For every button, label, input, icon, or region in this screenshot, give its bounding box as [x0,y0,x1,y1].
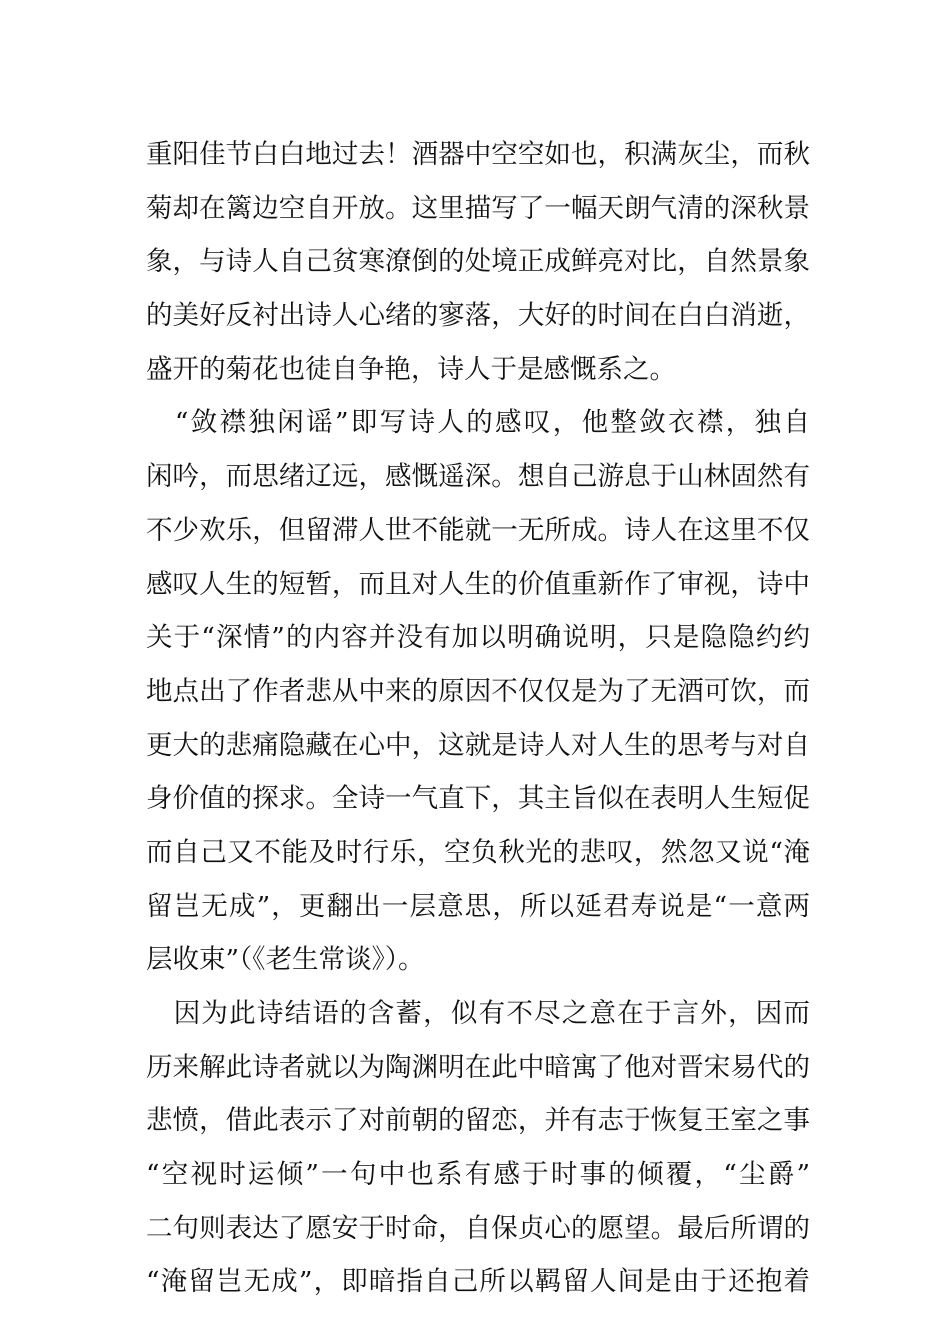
text-line: 而自己又不能及时行乐，空负秋光的悲叹，然忽又说“淹 [146,836,810,868]
text-line: 因为此诗结语的含蓄，似有不尽之意在于言外，因而 [146,998,810,1029]
text-line: 盛开的菊花也徒自争艳，诗人于是感慨系之。 [146,353,676,385]
text-line: 象，与诗人自己贫寒潦倒的处境正成鲜亮对比，自然景象 [146,246,810,278]
text-line: “淹留岂无成”，即暗指自己所以羁留人间是由于还抱着 [146,1266,810,1298]
text-line: 关于“深情”的内容并没有加以明确说明，只是隐隐约约 [146,622,810,654]
text-line: 层收束”（《老生常谈》）。 [146,944,425,976]
text-line: 身价值的探求。全诗一气直下，其主旨似在表明人生短促 [146,783,810,815]
text-line: 地点出了作者悲从中来的原因不仅仅是为了无酒可饮，而 [146,675,810,707]
text-line: 菊却在篱边空自开放。这里描写了一幅天朗气清的深秋景 [146,192,810,224]
text-line: 二句则表达了愿安于时命，自保贞心的愿望。最后所谓的 [146,1212,810,1244]
text-line: 悲愤，借此表示了对前朝的留恋，并有志于恢复王室之事 [146,1105,810,1137]
text-line: “空视时运倾”一句中也系有感于时事的倾覆，“尘爵” [146,1159,810,1191]
text-line: 不少欢乐，但留滞人世不能就一无所成。诗人在这里不仅 [146,514,810,546]
text-line: 的美好反衬出诗人心绪的寥落，大好的时间在白白消逝， [146,300,810,332]
text-line: “敛襟独闲谣”即写诗人的感叹，他整敛衣襟，独自 [146,407,810,439]
text-line: 重阳佳节白白地过去！酒器中空空如也，积满灰尘，而秋 [146,139,810,170]
text-line: 更大的悲痛隐藏在心中，这就是诗人对人生的思考与对自 [146,729,810,761]
body-text [146,128,810,1309]
text-line: 闲吟，而思绪辽远，感慨遥深。想自己游息于山林固然有 [146,461,810,493]
text-line: 历来解此诗者就以为陶渊明在此中暗寓了他对晋宋易代的 [146,1051,810,1083]
text-line: 留岂无成”，更翻出一层意思，所以延君寿说是“一意两 [146,890,810,922]
text-line: 感叹人生的短暂，而且对人生的价值重新作了审视，诗中 [146,568,810,600]
